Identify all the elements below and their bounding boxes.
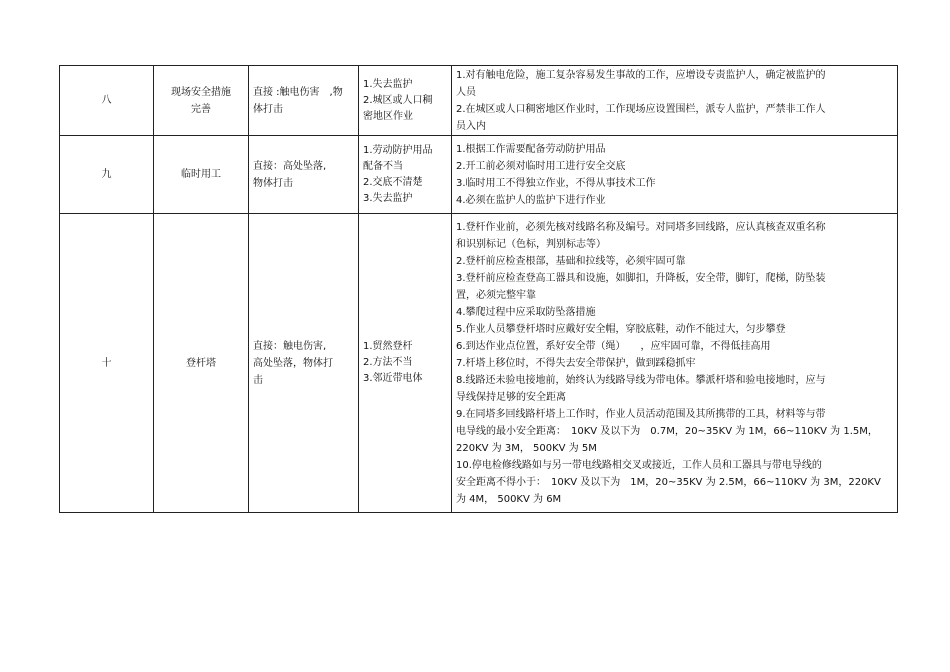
measure-line: 和识别标记（色标，判别标志等） — [456, 238, 606, 250]
cause-line: 2.方法不当 — [363, 357, 413, 368]
control-measures — [452, 214, 898, 513]
hazard-line: 体打击 — [253, 103, 283, 115]
cause-line: 1.失去监护 — [363, 78, 413, 90]
measure-line: 1.登杆作业前，必须先核对线路名称及编号。对同塔多回线路，应认真核查双重名称 — [456, 221, 826, 233]
hazard-line: 高处坠落，物体打 — [253, 357, 333, 369]
work-item-name — [154, 136, 249, 214]
risk-causes — [359, 66, 452, 136]
measure-line: 2.在城区或人口稠密地区作业时，工作现场应设置围栏，派专人监护，严禁非工作人 — [456, 103, 826, 115]
measure-line: 人员 — [456, 86, 476, 98]
measure-line: 1.根据工作需要配备劳动防护用品 — [456, 143, 606, 155]
row-number: 八 — [60, 66, 154, 136]
hazard-type — [249, 136, 359, 214]
cause-line: 2.交底不清楚 — [363, 176, 423, 188]
measure-line: 8.线路还未验电接地前，始终认为线路导线为带电体。攀派杆塔和验电接地时，应与 — [456, 374, 826, 386]
hazard-line: 击 — [253, 374, 263, 386]
work-item-name-line: 完善 — [191, 103, 211, 115]
measure-line: 10.停电检修线路如与另一带电线路相交叉或接近，工作人员和工器具与带电导线的 — [456, 459, 822, 471]
hazard-line: 直接：高处坠落, — [253, 160, 327, 172]
work-item-name-line: 临时用工 — [181, 169, 221, 180]
hazard-line: 直接 :触电伤害 ,物 — [253, 86, 343, 98]
work-item-name-line: 现场安全措施 — [171, 86, 231, 98]
measure-line: 为 4M， 500KV 为 6M — [456, 493, 562, 505]
hazard-line: 物体打击 — [253, 177, 293, 189]
risk-causes — [359, 136, 452, 214]
cause-line: 3.失去监护 — [363, 192, 413, 204]
measure-line: 4.必须在监护人的监护下进行作业 — [456, 194, 606, 206]
cause-line: 密地区作业 — [363, 110, 413, 122]
measure-line: 9.在同塔多回线路杆塔上工作时，作业人员活动范围及其所携带的工具，材料等与带 — [456, 408, 826, 420]
measure-line: 220KV 为 3M， 500KV 为 5M — [456, 442, 597, 454]
work-item-name — [154, 214, 249, 513]
measure-line: 员入内 — [456, 120, 486, 132]
measure-line: 导线保持足够的安全距离 — [456, 391, 566, 403]
work-item-name — [154, 66, 249, 136]
measure-line: 4.攀爬过程中应采取防坠落措施 — [456, 306, 596, 318]
cause-line: 1.劳动防护用品 — [363, 144, 433, 156]
row-number: 十 — [60, 214, 154, 513]
cause-line: 3.邻近带电体 — [363, 373, 423, 384]
control-measures — [452, 66, 898, 136]
measure-line: 2.登杆前应检查根部，基础和拉线等，必须牢固可靠 — [456, 255, 686, 267]
work-item-name-line: 登杆塔 — [186, 357, 216, 369]
measure-line: 置，必须完整牢靠 — [456, 289, 536, 301]
measure-line: 7.杆塔上移位时，不得失去安全带保护，做到踩稳抓牢 — [456, 357, 696, 369]
measure-line: 1.对有触电危险，施工复杂容易发生事故的工作，应增设专责监护人，确定被监护的 — [456, 69, 826, 81]
cause-line: 1.贸然登杆 — [363, 341, 413, 352]
safety-risk-table — [59, 65, 898, 513]
cause-line: 配备不当 — [363, 160, 403, 172]
table-row — [60, 66, 898, 136]
hazard-line: 直接：触电伤害, — [253, 340, 327, 352]
measure-line: 3.登杆前应检查登高工器具和设施，如脚扣，升降板，安全带，脚钉，爬梯，防坠装 — [456, 272, 826, 284]
risk-causes — [359, 214, 452, 513]
measure-line: 安全距离不得小于： 10KV 及以下为 1M，20~35KV 为 2.5M，66~110KV 为 3M，220KV — [456, 476, 881, 488]
measure-line: 电导线的最小安全距离： 10KV 及以下为 0.7M，20~35KV 为 1M，66~110KV 为 1.5M， — [456, 425, 878, 437]
cause-line: 2.城区或人口稠 — [363, 94, 433, 106]
row-number: 九 — [60, 136, 154, 214]
control-measures — [452, 136, 898, 214]
table-row — [60, 136, 898, 214]
measure-line: 5.作业人员攀登杆塔时应戴好安全帽，穿胶底鞋，动作不能过大，匀步攀登 — [456, 323, 786, 335]
table-row — [60, 214, 898, 513]
measure-line: 2.开工前必须对临时用工进行安全交底 — [456, 160, 626, 172]
measure-line: 3.临时用工不得独立作业，不得从事技术工作 — [456, 177, 656, 189]
measure-line: 6.到达作业点位置，系好安全带（绳） ，应牢固可靠，不得低挂高用 — [456, 340, 771, 352]
hazard-type — [249, 214, 359, 513]
hazard-type — [249, 66, 359, 136]
